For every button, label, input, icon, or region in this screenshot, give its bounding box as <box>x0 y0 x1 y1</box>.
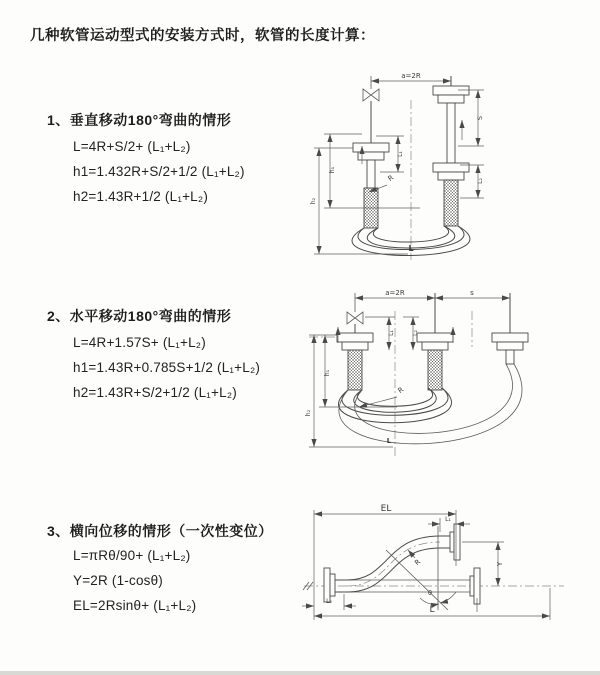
dim-label-el: EL <box>380 504 392 514</box>
valve-icon <box>363 76 379 101</box>
dim-label-s: s <box>470 289 474 297</box>
section-3-heading: 3、横向位移的情形（一次性变位） <box>47 523 273 539</box>
dim-label-l2: L₂ <box>412 330 419 336</box>
dimension-el <box>314 510 456 620</box>
dim-label-a2r: a=2R <box>401 72 421 80</box>
valve-icon <box>347 293 363 324</box>
dim-label-l2: L₂ <box>326 598 332 605</box>
dim-label-h1: h₁ <box>324 369 331 377</box>
dimension-h2 <box>314 148 408 254</box>
section-2-heading: 2、水平移动180°弯曲的情形 <box>47 308 232 324</box>
dim-label-l1: L₁ <box>388 330 395 336</box>
dim-label-r: R <box>396 385 406 396</box>
dim-label-length: L <box>386 437 392 445</box>
braided-hose-section <box>444 180 458 226</box>
section-1-formula-h2: h2=1.43R+1/2 (L₁+L₂) <box>73 189 209 204</box>
dim-label-length: L <box>408 244 414 253</box>
dim-label-y: Y <box>496 561 504 567</box>
section-3-formula-L: L=πRθ/90+ (L₁+L₂) <box>73 548 191 563</box>
left-pipe-flange <box>337 324 373 390</box>
dim-label-l1: L₁ <box>445 516 451 523</box>
section-3-formula-EL: EL=2Rsinθ+ (L₁+L₂) <box>73 598 197 613</box>
middle-pipe-flange <box>417 293 453 390</box>
dim-label-h1: h₁ <box>329 166 336 174</box>
section-2-formula-L: L=4R+1.57S+ (L₁+L₂) <box>73 335 206 350</box>
section-1-heading: 1、垂直移动180°弯曲的情形 <box>47 112 232 128</box>
section-2-formula-h1: h1=1.43R+0.785S+1/2 (L₁+L₂) <box>73 360 261 375</box>
dim-label-a2r: a=2R <box>385 289 405 297</box>
dim-label-theta: θ <box>428 589 432 597</box>
braided-hose-section <box>348 350 362 390</box>
dim-label-r: R <box>413 557 423 568</box>
angle-arrow <box>440 592 456 603</box>
lower-right-flange <box>470 568 480 604</box>
diagram-lateral-displacement <box>298 498 590 643</box>
section-3-formula-Y: Y=2R (1-cosθ) <box>73 573 164 588</box>
section-1-formula-h1: h1=1.432R+S/2+1/2 (L₁+L₂) <box>73 164 245 179</box>
dim-label-l1: L₁ <box>397 151 404 157</box>
radius-leader <box>408 550 415 558</box>
dim-label-h2: h₂ <box>305 409 312 417</box>
dim-label-s: S <box>476 115 484 121</box>
dim-label-l2: L₂ <box>477 178 484 184</box>
page-title: 几种软管运动型式的安装方式时，软管的长度计算： <box>30 28 375 44</box>
upper-right-flange <box>450 524 460 560</box>
hose-s-curve <box>347 536 450 592</box>
left-pipe-flange <box>324 568 347 602</box>
section-2-formula-h2: h2=1.43R+S/2+1/2 (L₁+L₂) <box>73 385 237 400</box>
left-pipe-flange <box>353 101 389 228</box>
right-pipe-flange <box>433 76 469 226</box>
diagram-vertical-movement <box>310 68 580 263</box>
diagram-horizontal-movement <box>305 285 590 467</box>
right-pipe-flange <box>492 293 528 364</box>
section-1-formula-L: L=4R+S/2+ (L₁+L₂) <box>73 139 191 154</box>
dim-label-length: L <box>429 605 435 615</box>
dim-label-h2: h₂ <box>310 197 317 205</box>
dim-label-r: R <box>386 173 396 184</box>
braided-hose-section <box>428 350 442 390</box>
